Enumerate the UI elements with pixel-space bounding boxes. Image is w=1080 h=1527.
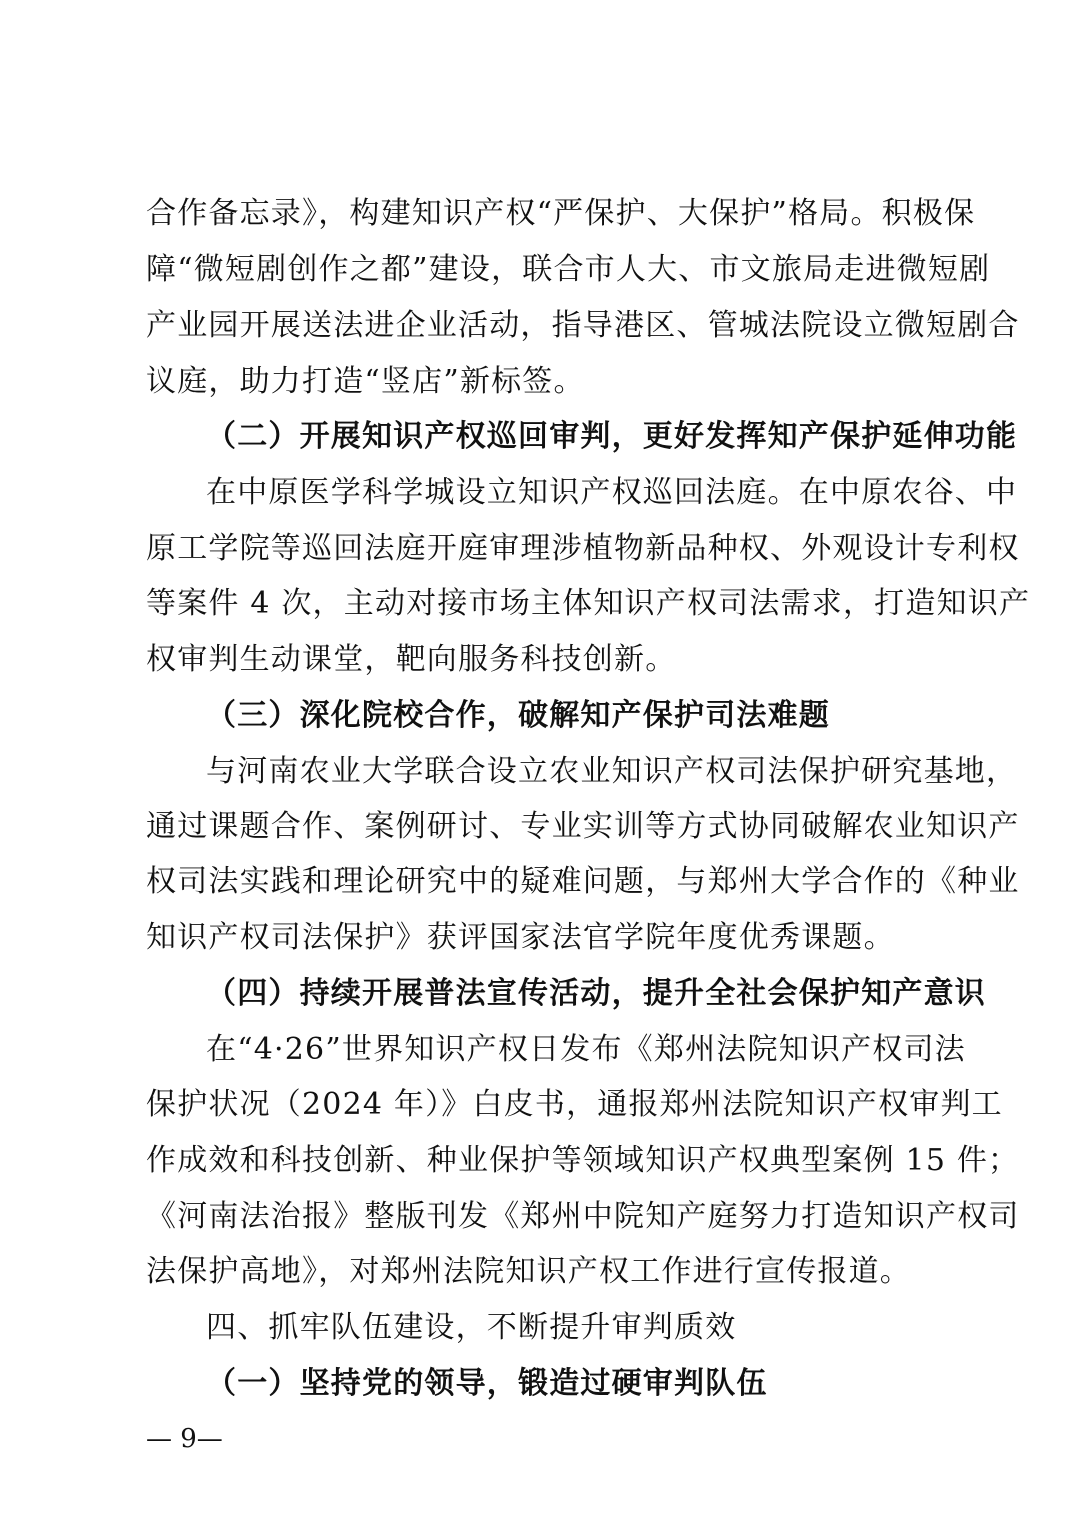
- paragraph-first-line: 与河南农业大学联合设立农业知识产权司法保护研究基地，: [206, 754, 1018, 789]
- section-heading: （二）开展知识产权巡回审判，更好发挥知产保护延伸功能: [206, 419, 1018, 454]
- page-number: — 9—: [146, 1424, 223, 1454]
- body-line: 保护状况（2024 年）》白皮书，通报郑州法院知识产权审判工: [146, 1087, 1003, 1122]
- body-line: 产业园开展送法进企业活动，指导港区、管城法院设立微短剧合: [146, 308, 1020, 343]
- body-line: 议庭，助力打造“竖店”新标签。: [146, 364, 585, 399]
- section-heading: （三）深化院校合作，破解知产保护司法难题: [206, 698, 830, 733]
- body-line: 障“微短剧创作之都”建设，联合市人大、市文旅局走进微短剧: [146, 252, 991, 287]
- paragraph-first-line: 在“4·26”世界知识产权日发布《郑州法院知识产权司法: [206, 1032, 966, 1067]
- body-line: 通过课题合作、案例研讨、专业实训等方式协同破解农业知识产: [146, 809, 1020, 844]
- body-line: 权审判生动课堂，靶向服务科技创新。: [146, 642, 677, 677]
- chapter-heading: 四、抓牢队伍建设，不断提升审判质效: [206, 1310, 737, 1345]
- body-line: 合作备忘录》，构建知识产权“严保护、大保护”格局。积极保: [146, 196, 976, 231]
- body-line: 作成效和科技创新、种业保护等领域知识产权典型案例 15 件；: [146, 1143, 1020, 1178]
- body-line: 等案件 4 次，主动对接市场主体知识产权司法需求，打造知识产: [146, 586, 1031, 621]
- body-line: 原工学院等巡回法庭开庭审理涉植物新品种权、外观设计专利权: [146, 531, 1020, 566]
- body-line: 知识产权司法保护》获评国家法官学院年度优秀课题。: [146, 920, 895, 955]
- section-heading: （一）坚持党的领导，锻造过硬审判队伍: [206, 1366, 768, 1401]
- paragraph-first-line: 在中原医学科学城设立知识产权巡回法庭。在中原农谷、中: [206, 475, 1018, 510]
- body-line: 《河南法治报》整版刊发《郑州中院知产庭努力打造知识产权司: [146, 1199, 1020, 1234]
- body-line: 权司法实践和理论研究中的疑难问题，与郑州大学合作的《种业: [146, 864, 1020, 899]
- section-heading: （四）持续开展普法宣传活动，提升全社会保护知产意识: [206, 976, 986, 1011]
- body-line: 法保护高地》，对郑州法院知识产权工作进行宣传报道。: [146, 1254, 911, 1289]
